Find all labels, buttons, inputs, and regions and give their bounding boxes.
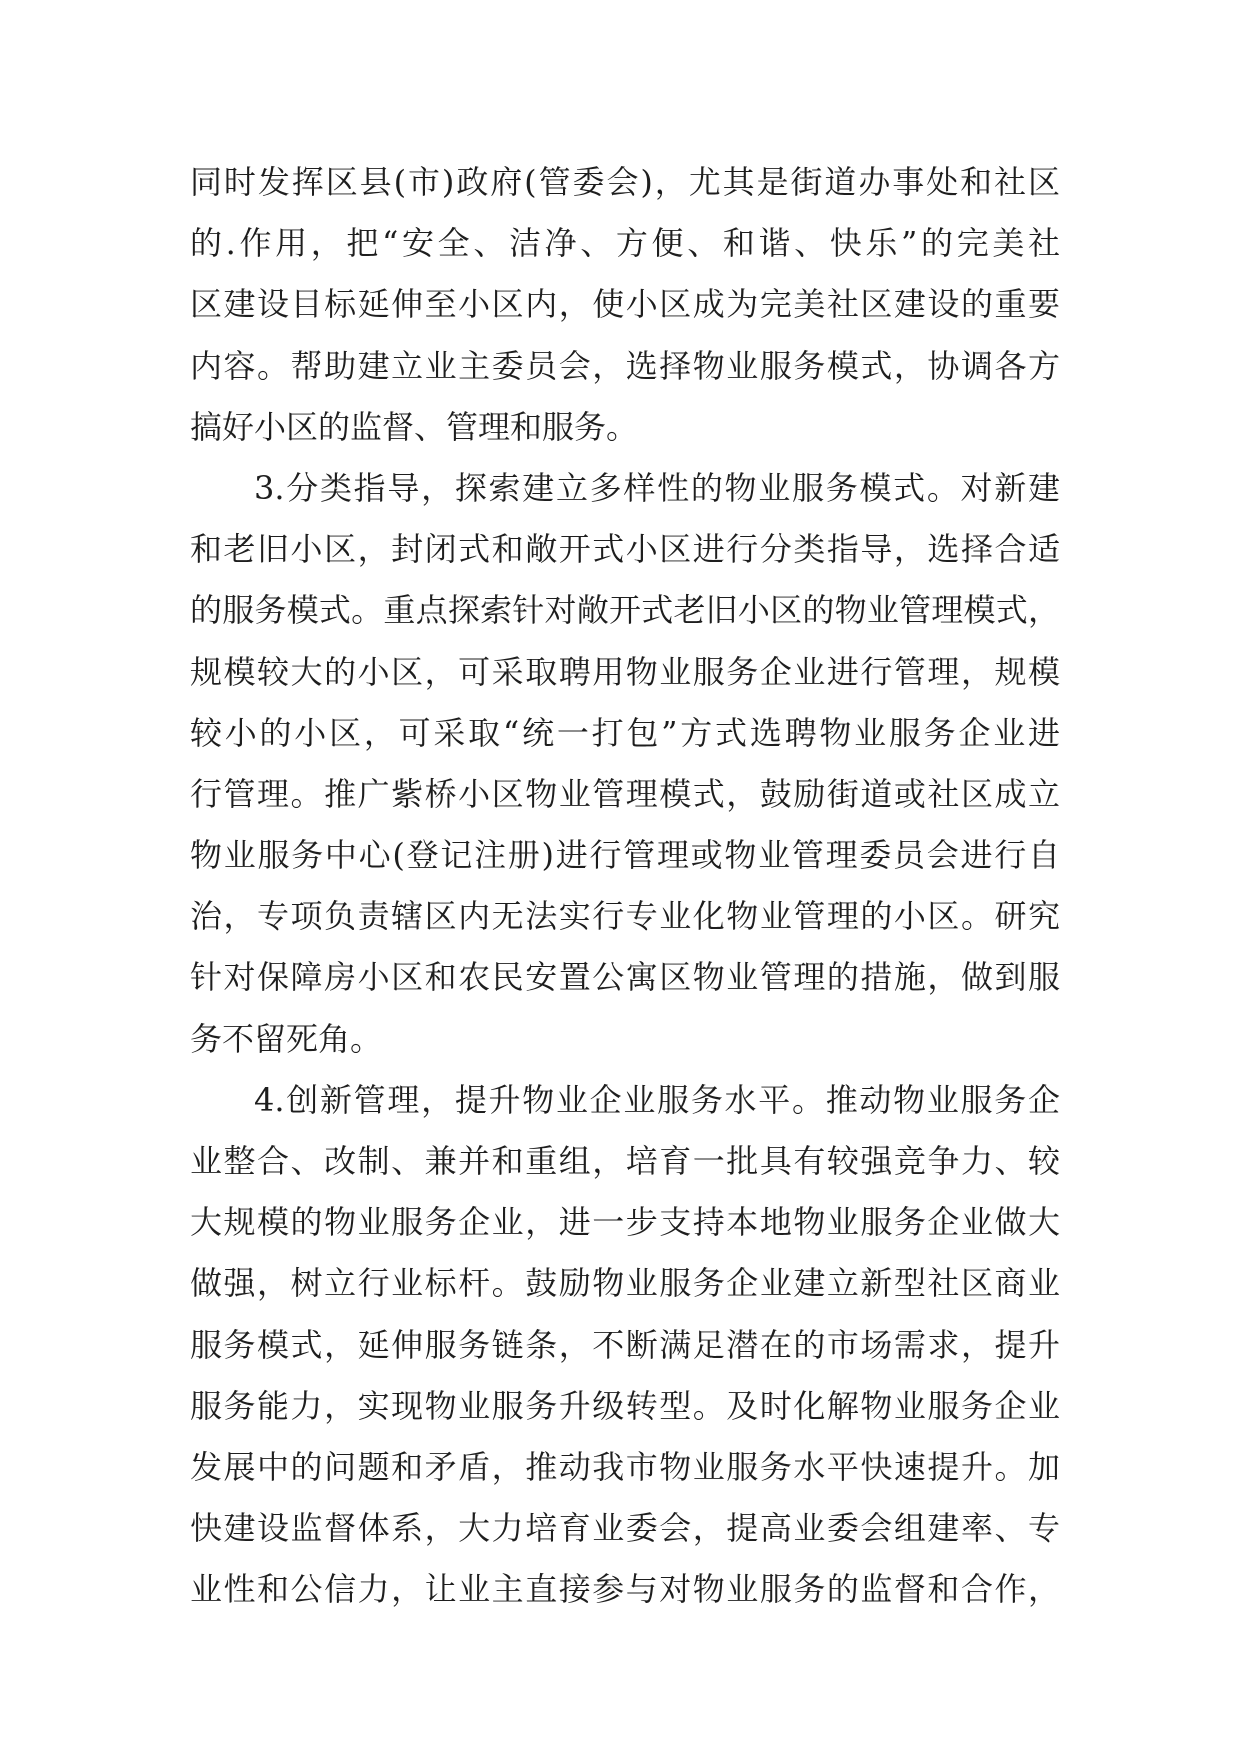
text-line: 服务模式，延伸服务链条，不断满足潜在的市场需求，提升 [190, 1325, 1060, 1364]
text-line: 4.创新管理，提升物业企业服务水平。推动物业服务企 [254, 1080, 1060, 1119]
text-line: 服务能力，实现物业服务升级转型。及时化解物业服务企业 [190, 1386, 1060, 1425]
text-line: 行管理。推广紫桥小区物业管理模式，鼓励街道或社区成立 [190, 774, 1060, 813]
text-line: 较小的小区，可采取“统一打包”方式选聘物业服务企业进 [190, 713, 1060, 752]
text-line: 区建设目标延伸至小区内，使小区成为完美社区建设的重要 [190, 285, 1060, 324]
text-line: 内容。帮助建立业主委员会，选择物业服务模式，协调各方 [190, 346, 1060, 385]
text-line: 快建设监督体系，大力培育业委会，提高业委会组建率、专 [190, 1509, 1060, 1548]
text-line: 搞好小区的监督、管理和服务。 [190, 407, 639, 446]
text-line: 业性和公信力，让业主直接参与对物业服务的监督和合作， [190, 1570, 1060, 1609]
text-line: 大规模的物业服务企业，进一步支持本地物业服务企业做大 [190, 1203, 1060, 1242]
text-line: 治，专项负责辖区内无法实行专业化物业管理的小区。研究 [190, 897, 1060, 936]
text-line: 3.分类指导，探索建立多样性的物业服务模式。对新建 [254, 468, 1060, 507]
text-line: 务不留死角。 [190, 1019, 383, 1058]
text-line: 物业服务中心(登记注册)进行管理或物业管理委员会进行自 [190, 836, 1060, 875]
text-line: 和老旧小区，封闭式和敞开式小区进行分类指导，选择合适 [190, 530, 1060, 569]
text-line: 的.作用，把“安全、洁净、方便、和谐、快乐”的完美社 [190, 224, 1060, 263]
body-text [190, 152, 1060, 1621]
text-line: 针对保障房小区和农民安置公寓区物业管理的措施，做到服 [190, 958, 1060, 997]
text-line: 发展中的问题和矛盾，推动我市物业服务水平快速提升。加 [190, 1447, 1060, 1486]
text-line: 的服务模式。重点探索针对敞开式老旧小区的物业管理模式， [190, 591, 1060, 630]
text-line: 同时发挥区县(市)政府(管委会)，尤其是街道办事处和社区 [190, 163, 1060, 201]
text-line: 规模较大的小区，可采取聘用物业服务企业进行管理，规模 [190, 652, 1060, 691]
text-line: 业整合、改制、兼并和重组，培育一批具有较强竞争力、较 [190, 1142, 1060, 1180]
text-line: 做强，树立行业标杆。鼓励物业服务企业建立新型社区商业 [190, 1264, 1060, 1303]
